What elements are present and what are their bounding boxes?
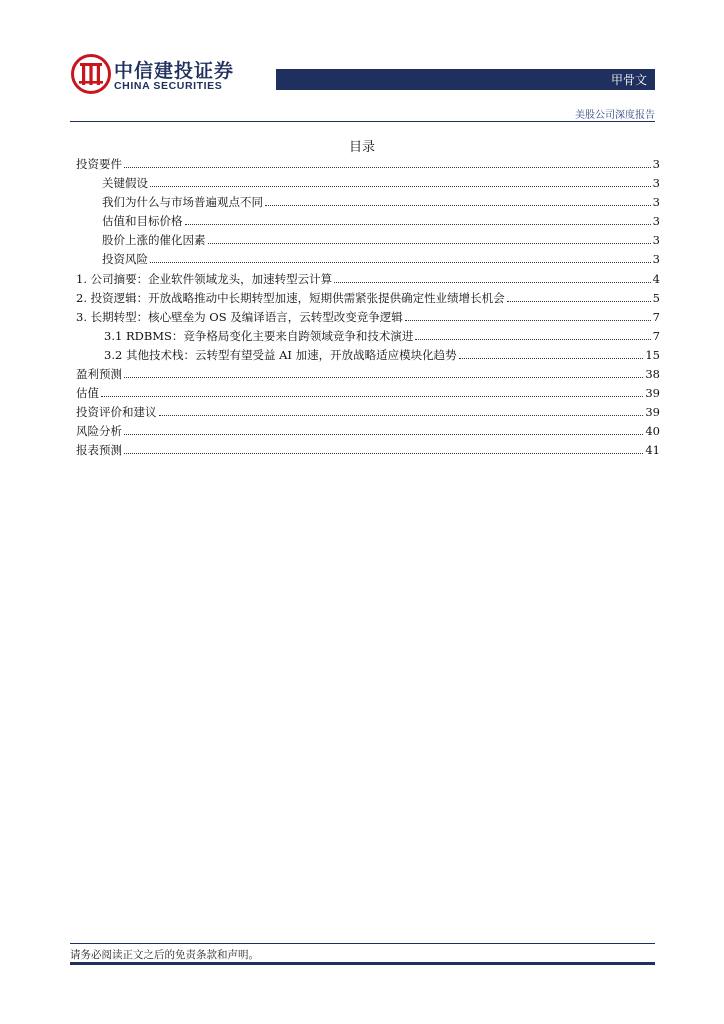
- toc-entry-label: 3.2 其他技术栈：云转型有望受益 AI 加速，开放战略适应模块化趋势: [104, 347, 457, 362]
- company-logo-icon: [71, 54, 111, 94]
- toc-entry[interactable]: [76, 309, 660, 328]
- toc-entry-label: 1. 公司摘要：企业软件领域龙头，加速转型云计算: [76, 271, 333, 286]
- toc-leader: [405, 320, 651, 321]
- toc-entry[interactable]: [76, 271, 660, 290]
- toc-entry-label: 3.1 RDBMS：竞争格局变化主要来自跨领域竞争和技术演进: [104, 328, 414, 343]
- table-of-contents: [76, 156, 660, 462]
- toc-leader: [334, 282, 651, 283]
- toc-leader: [159, 415, 644, 416]
- toc-entry-label: 估值: [76, 386, 99, 401]
- toc-leader: [124, 453, 643, 454]
- toc-leader: [415, 339, 650, 340]
- toc-entry-page: 38: [645, 367, 660, 382]
- brand-name-cn: 中信建投证券: [114, 60, 235, 82]
- toc-entry-label: 投资评价和建议: [76, 405, 157, 420]
- toc-leader: [124, 377, 643, 378]
- toc-entry-page: 3: [652, 157, 660, 171]
- toc-leader: [124, 434, 643, 435]
- toc-entry[interactable]: [76, 156, 660, 175]
- footer-divider: [70, 943, 655, 944]
- toc-entry-page: 39: [645, 386, 660, 401]
- toc-leader: [208, 243, 651, 244]
- toc-leader: [101, 396, 643, 397]
- toc-entry[interactable]: [76, 442, 660, 461]
- toc-leader: [265, 205, 651, 206]
- toc-entry[interactable]: [76, 194, 660, 213]
- header-divider: [70, 121, 655, 122]
- toc-entry-label: 投资要件: [76, 157, 122, 171]
- toc-title: 目录: [348, 140, 375, 155]
- toc-entry-label: 3. 长期转型：核心壁垒为 OS 及编译语言，云转型改变竞争逻辑: [76, 309, 403, 324]
- toc-entry-page: 7: [652, 309, 660, 324]
- toc-entry[interactable]: [76, 175, 660, 194]
- toc-entry-label: 我们为什么与市场普遍观点不同: [102, 195, 263, 210]
- brand-name-en: CHINA SECURITIES: [114, 80, 223, 92]
- header-bar: [276, 69, 655, 90]
- disclaimer-note: 请务必阅读正文之后的免责条款和声明。: [70, 949, 259, 961]
- toc-entry[interactable]: [76, 328, 660, 347]
- toc-entry[interactable]: [76, 385, 660, 404]
- toc-entry-label: 风险分析: [76, 424, 122, 439]
- toc-entry-page: 3: [652, 195, 660, 210]
- toc-leader: [124, 167, 651, 168]
- footer-bar: [70, 962, 655, 965]
- toc-leader: [507, 301, 651, 302]
- toc-entry-page: 41: [645, 443, 660, 458]
- toc-entry-page: 3: [652, 252, 660, 267]
- toc-entry[interactable]: [76, 213, 660, 232]
- toc-entry-page: 40: [645, 424, 660, 439]
- toc-entry-label: 股价上涨的催化因素: [102, 233, 206, 248]
- toc-entry[interactable]: [76, 423, 660, 442]
- toc-entry-page: 15: [645, 347, 660, 362]
- toc-leader: [459, 358, 644, 359]
- toc-entry-label: 投资风险: [102, 252, 148, 267]
- toc-entry[interactable]: [76, 290, 660, 309]
- toc-entry[interactable]: [76, 404, 660, 423]
- toc-entry-label: 关键假设: [102, 176, 148, 191]
- report-type: 美股公司深度报告: [575, 110, 655, 121]
- toc-entry-page: 4: [652, 271, 660, 286]
- toc-entry-page: 39: [645, 405, 660, 420]
- toc-entry[interactable]: [76, 366, 660, 385]
- toc-entry-page: 3: [652, 176, 660, 191]
- toc-entry-page: 3: [652, 214, 660, 229]
- toc-entry[interactable]: [76, 347, 660, 366]
- toc-entry[interactable]: [76, 232, 660, 251]
- toc-leader: [185, 224, 651, 225]
- toc-entry-page: 3: [652, 233, 660, 248]
- company-tag: 甲骨文: [610, 73, 647, 87]
- toc-entry-page: 7: [652, 328, 660, 343]
- toc-entry-label: 盈利预测: [76, 367, 122, 382]
- toc-leader: [150, 262, 651, 263]
- toc-entry-label: 2. 投资逻辑：开放战略推动中长期转型加速，短期供需紧张提供确定性业绩增长机会: [76, 290, 505, 305]
- toc-entry-label: 估值和目标价格: [102, 214, 183, 229]
- toc-entry-page: 5: [652, 290, 660, 305]
- toc-entry-label: 报表预测: [76, 443, 122, 458]
- toc-entry[interactable]: [76, 251, 660, 270]
- toc-leader: [150, 186, 651, 187]
